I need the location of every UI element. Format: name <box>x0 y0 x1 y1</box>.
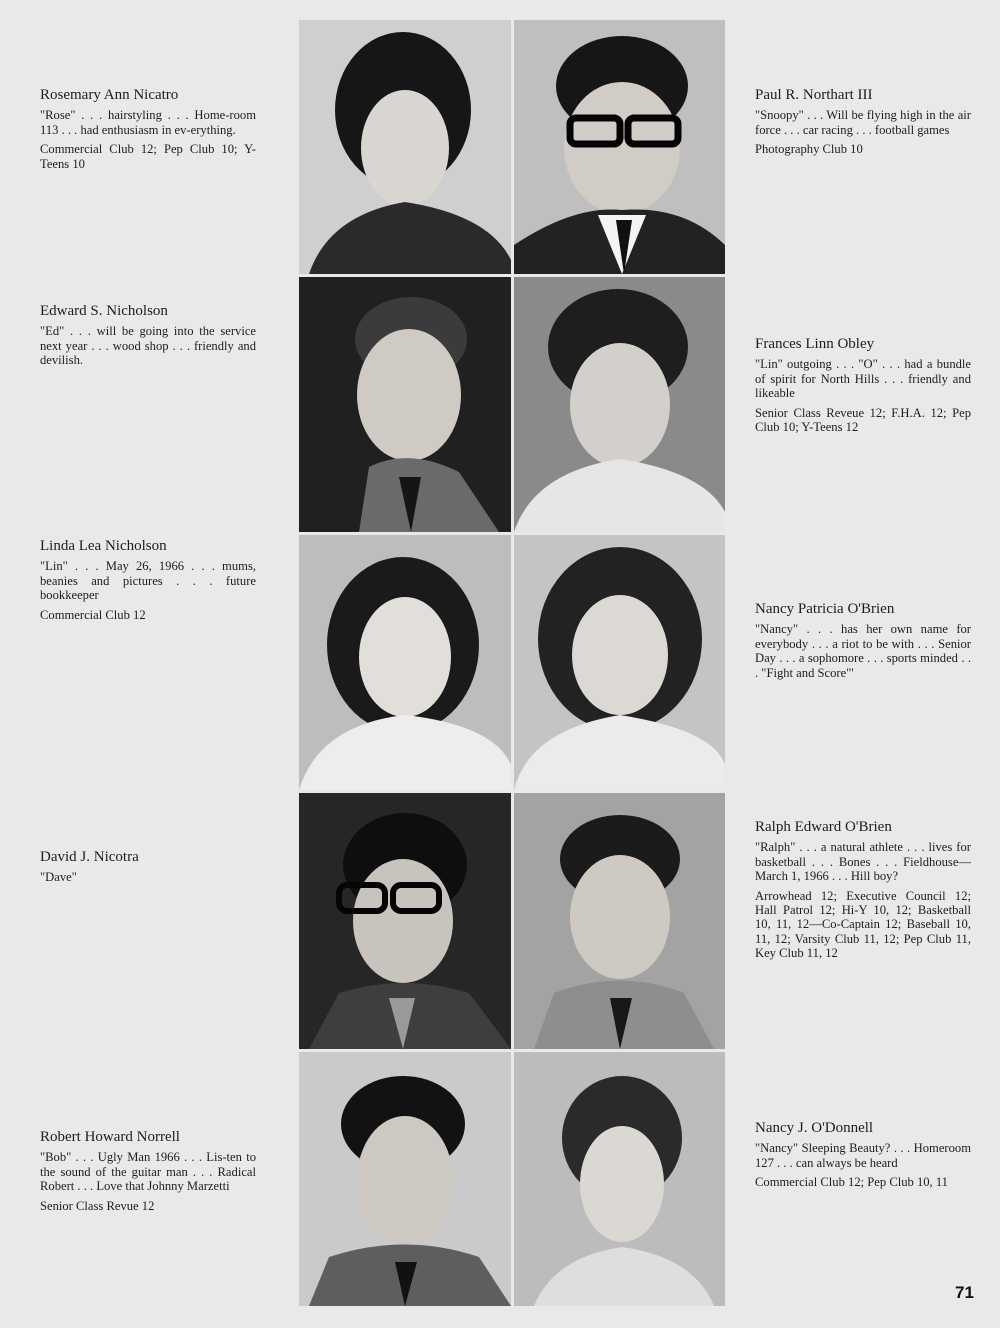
bio-david-nicotra <box>40 850 256 885</box>
student-name: Edward S. Nicholson <box>40 303 168 319</box>
student-name: Ralph Edward O'Brien <box>755 819 892 835</box>
student-name: Rosemary Ann Nicatro <box>40 87 179 103</box>
student-name: Paul R. Northart III <box>755 87 873 103</box>
student-activities: Commercial Club 12; Pep Club 10; Y-Teens 10 <box>40 142 256 171</box>
student-activities: Commercial Club 12 <box>40 607 146 622</box>
bio-frances-obley <box>755 337 971 434</box>
student-name: David J. Nicotra <box>40 849 139 865</box>
bio-nancy-odonnell <box>755 1121 971 1190</box>
student-activities: Senior Class Reveue 12; F.H.A. 12; Pep Club 10; Y-Teens 12 <box>755 405 971 435</box>
bio-edward-nicholson <box>40 304 256 368</box>
student-activities: Photography Club 10 <box>755 142 863 157</box>
student-description: "Ed" . . . will be going into the service next year . . . wood shop . . . friendly and devilish. <box>40 324 256 368</box>
student-description: "Nancy" Sleeping Beauty? . . . Homeroom 127 . . . can always be heard <box>755 1141 971 1170</box>
student-description: "Dave" <box>40 870 77 885</box>
student-name: Nancy J. O'Donnell <box>755 1120 874 1136</box>
bio-ralph-obrien <box>755 820 971 961</box>
student-description: "Ralph" . . . a natural athlete . . . lives for basketball . . . Bones . . . Fieldhouse—March 1, 1966 . . . Hill boy? <box>755 840 971 884</box>
student-activities: Commercial Club 12; Pep Club 10, 11 <box>755 1175 948 1190</box>
page-number: 71 <box>955 1283 974 1302</box>
bio-nancy-obrien <box>755 602 971 680</box>
student-name: Linda Lea Nicholson <box>40 538 167 554</box>
portrait-linda-nicholson <box>299 535 511 790</box>
student-description: "Snoopy" . . . Will be flying high in the air force . . . car racing . . . football games <box>755 108 971 137</box>
student-name: Robert Howard Norrell <box>40 1129 180 1145</box>
bio-robert-norrell <box>40 1130 256 1213</box>
portrait-rosemary-nicatro <box>299 20 511 274</box>
student-activities: Senior Class Revue 12 <box>40 1198 155 1213</box>
student-name: Nancy Patricia O'Brien <box>755 601 895 617</box>
bio-rosemary-nicatro <box>40 88 256 171</box>
student-name: Frances Linn Obley <box>755 336 875 352</box>
student-description: "Lin" outgoing . . . "O" . . . had a bundle of spirit for North Hills . . . friendly and likeable <box>755 357 971 401</box>
portrait-frances-obley <box>514 277 725 532</box>
portrait-david-nicotra <box>299 793 511 1049</box>
student-description: "Bob" . . . Ugly Man 1966 . . . Lis-ten to the sound of the guitar man . . . Radical Robert . . . Love that Johnny Marzetti <box>40 1150 256 1194</box>
portrait-nancy-obrien <box>514 535 725 790</box>
student-activities: Arrowhead 12; Executive Council 12; Hall Patrol 12; Hi-Y 10, 12; Basketball 10, 11, 12—Co-Captain 12; Baseball 10, 11, 12; Varsity Club 11, 12; Pep Club 11, Key Club 11, 12 <box>755 888 971 961</box>
bio-paul-northart <box>755 88 971 157</box>
student-description: "Nancy" . . . has her own name for everybody . . . a riot to be with . . . Senior Day . . . a sophomore . . . sports minded . . . "Fight and Score"' <box>755 622 971 680</box>
portrait-nancy-odonnell <box>514 1052 725 1306</box>
portrait-edward-nicholson <box>299 277 511 532</box>
portrait-robert-norrell <box>299 1052 511 1306</box>
portrait-paul-northart <box>514 20 725 274</box>
student-description: "Rose" . . . hairstyling . . . Home-room 113 . . . had enthusiasm in ev-erything. <box>40 108 256 137</box>
student-description: "Lin" . . . May 26, 1966 . . . mums, beanies and pictures . . . future bookkeeper <box>40 559 256 603</box>
portrait-ralph-obrien <box>514 793 725 1049</box>
bio-linda-nicholson <box>40 539 256 622</box>
